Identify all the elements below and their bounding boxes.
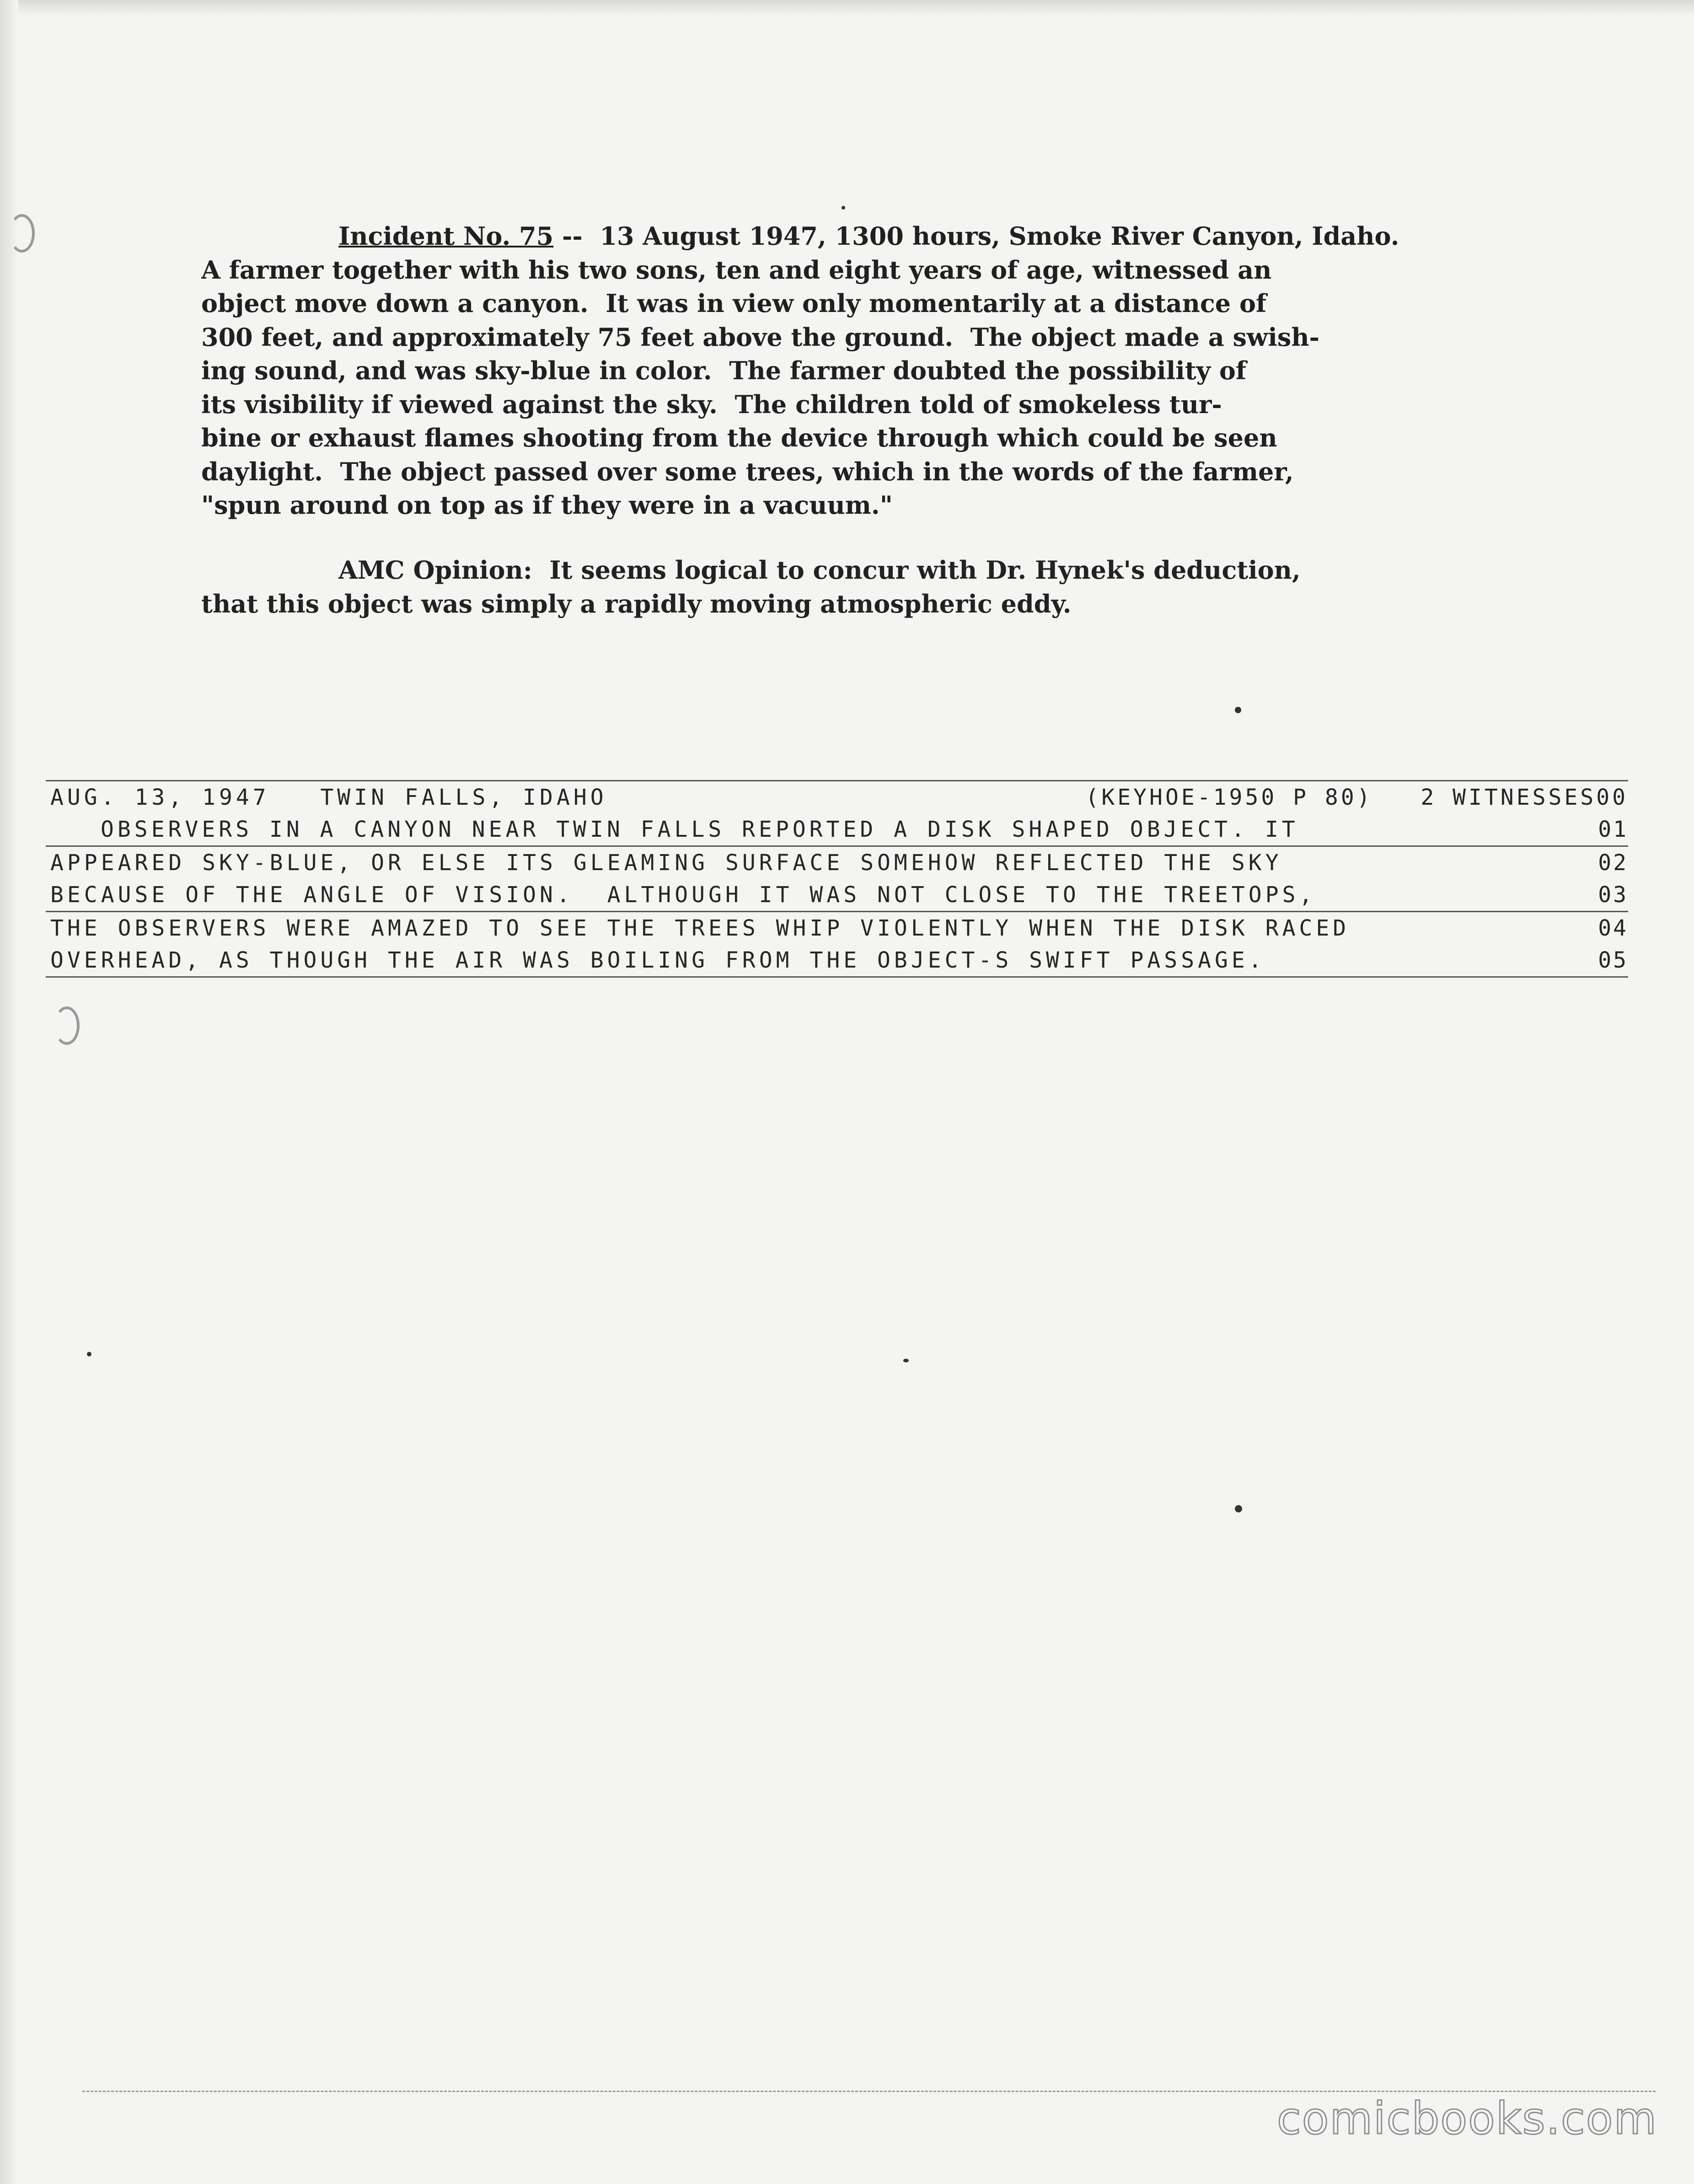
incident-line: "spun around on top as if they were in a vacuum." <box>201 490 893 520</box>
teletype-row <box>46 912 1628 944</box>
teletype-row-number: 03 <box>1598 882 1628 908</box>
incident-75-paragraph <box>201 220 1555 522</box>
incident-heading: Incident No. 75 <box>338 221 554 251</box>
opinion-line: AMC Opinion: It seems logical to concur with Dr. Hynek's deduction, <box>338 555 1301 585</box>
incident-line: object move down a canyon. It was in view only momentarily at a distance of <box>201 289 1267 318</box>
teletype-row <box>46 944 1628 976</box>
teletype-row-text: OVERHEAD, AS THOUGH THE AIR WAS BOILING FROM THE OBJECT-S SWIFT PASSAGE. <box>50 947 1265 973</box>
paper-speck <box>87 1352 91 1356</box>
teletype-row <box>46 847 1628 879</box>
incident-line: 300 feet, and approximately 75 feet above the ground. The object made a swish- <box>201 322 1320 352</box>
incident-line: bine or exhaust flames shooting from the device through which could be seen <box>201 423 1277 452</box>
incident-line: daylight. The object passed over some trees, which in the words of the farmer, <box>201 457 1294 486</box>
teletype-row-text: OBSERVERS IN A CANYON NEAR TWIN FALLS REPORTED A DISK SHAPED OBJECT. IT <box>101 817 1299 842</box>
incident-heading-rest: -- 13 August 1947, 1300 hours, Smoke River Canyon, Idaho. <box>553 221 1399 251</box>
teletype-row <box>46 813 1628 845</box>
teletype-row-number: 04 <box>1598 915 1628 941</box>
teletype-header-row <box>46 781 1628 813</box>
teletype-row-number: 05 <box>1598 947 1628 973</box>
teletype-rule <box>46 976 1628 978</box>
page-edge-left <box>0 0 18 2184</box>
teletype-row-text: THE OBSERVERS WERE AMAZED TO SEE THE TREES WHIP VIOLENTLY WHEN THE DISK RACED <box>50 915 1350 941</box>
paper-speck <box>842 206 845 210</box>
bottom-dashed-rule <box>82 2091 1656 2092</box>
teletype-header-right: (KEYHOE-1950 P 80) 2 WITNESSES00 <box>1085 785 1628 810</box>
binder-hole-middle <box>54 1006 80 1045</box>
teletype-row-number: 02 <box>1598 850 1628 876</box>
teletype-record <box>46 780 1628 978</box>
amc-opinion-paragraph <box>201 554 1555 621</box>
teletype-row-text: APPEARED SKY-BLUE, OR ELSE ITS GLEAMING SURFACE SOMEHOW REFLECTED THE SKY <box>50 850 1282 876</box>
paper-speck <box>1235 1505 1242 1512</box>
incident-line: ing sound, and was sky-blue in color. The farmer doubted the possibility of <box>201 356 1247 385</box>
teletype-row-text: BECAUSE OF THE ANGLE OF VISION. ALTHOUGH IT WAS NOT CLOSE TO THE TREETOPS, <box>50 882 1316 908</box>
binder-hole-top <box>9 214 35 253</box>
incident-line <box>201 220 1555 253</box>
teletype-row <box>46 879 1628 911</box>
watermark: comicbooks.com <box>1276 2093 1657 2144</box>
opinion-line: that this object was simply a rapidly moving atmospheric eddy. <box>201 589 1072 619</box>
incident-line: its visibility if viewed against the sky. The children told of smokeless tur- <box>201 389 1222 419</box>
paper-speck <box>903 1359 909 1362</box>
teletype-header-left: AUG. 13, 1947 TWIN FALLS, IDAHO <box>50 785 607 810</box>
teletype-row-number: 01 <box>1598 817 1628 842</box>
page-edge-top <box>0 0 1694 16</box>
incident-line: A farmer together with his two sons, ten and eight years of age, witnessed an <box>201 255 1272 285</box>
paper-speck <box>1235 707 1241 713</box>
